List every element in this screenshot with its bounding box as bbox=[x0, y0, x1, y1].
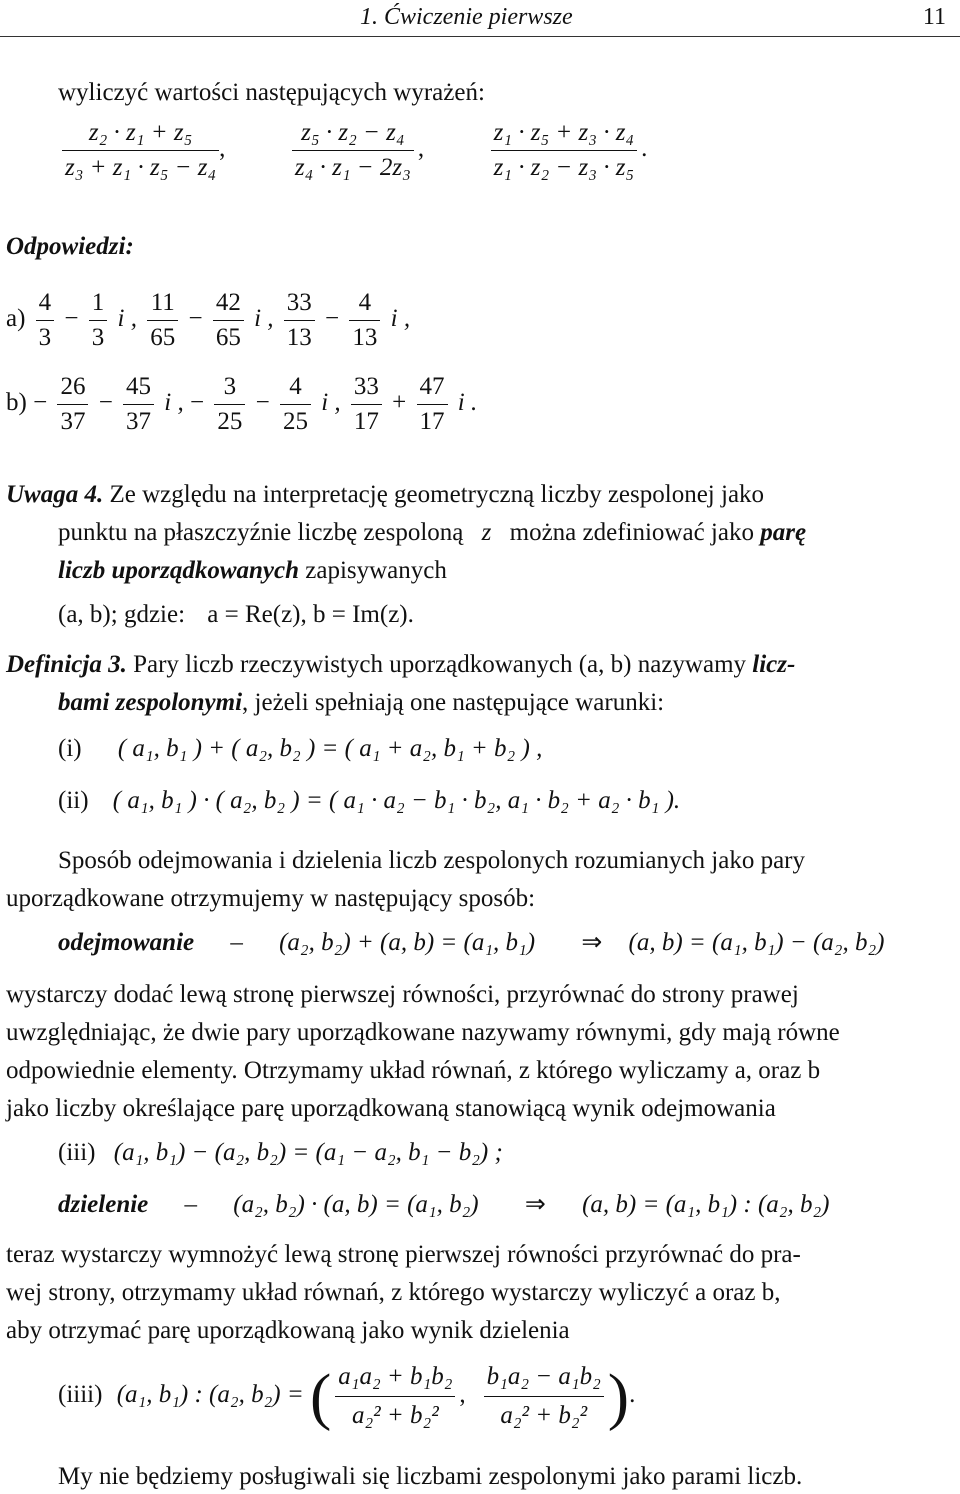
expr-3-den: z₁ · z₂ − z₃ · z₅ bbox=[491, 150, 638, 183]
expr-3-num: z₁ · z₅ + z₃ · z₄ bbox=[493, 119, 635, 146]
iii-row bbox=[58, 1138, 503, 1168]
ans-b1-op: − bbox=[98, 389, 113, 417]
ans-a3-n1: 33 bbox=[286, 289, 312, 316]
ans-a1-n2: 1 bbox=[91, 289, 105, 316]
expression-2 bbox=[292, 118, 414, 183]
uwaga-z: z bbox=[481, 519, 492, 546]
expression-1 bbox=[62, 118, 219, 183]
uwaga-line-2 bbox=[58, 518, 806, 548]
iiii-den2: a₂² + b₂² bbox=[484, 1396, 604, 1433]
ans-b1-frac2 bbox=[123, 372, 154, 437]
body-p1-line2: uporządkowane otrzymujemy w następujący sposób: bbox=[6, 885, 536, 912]
uwaga-formula: a = Re(z), b = Im(z). bbox=[207, 601, 414, 628]
ans-a2-d2: 65 bbox=[213, 320, 244, 353]
ans-b2-frac2 bbox=[280, 372, 311, 437]
ans-a2-op: − bbox=[188, 305, 203, 333]
body-p2-line2: uwzględniając, że dwie pary uporządkowane nazywamy równymi, gdy mają równe bbox=[6, 1019, 840, 1046]
dzielenie-row bbox=[58, 1190, 829, 1220]
ans-a2-d1: 65 bbox=[147, 320, 178, 353]
chapter-title: 1. Ćwiczenie pierwsze bbox=[360, 4, 573, 30]
ans-a1-frac2 bbox=[89, 288, 108, 353]
ans-a1-op: − bbox=[64, 305, 79, 333]
ans-b3-d2: 17 bbox=[417, 404, 448, 437]
uwaga-text-3b: zapisywanych bbox=[305, 557, 447, 584]
ans-b3-d1: 17 bbox=[351, 404, 382, 437]
definicja-text-2b: , jeżeli spełniają one następujące warunki: bbox=[242, 689, 665, 716]
ans-a3-tail: i , bbox=[390, 305, 411, 333]
body-p3-line1: teraz wystarczy wymnożyć lewą stronę pierwszej równości przyrównać do pra- bbox=[6, 1241, 801, 1268]
expr-2-num: z₅ · z₂ − z₄ bbox=[301, 119, 405, 146]
definicja-text-2a: bami zespolonymi bbox=[58, 689, 243, 716]
iii-label: (iii) bbox=[58, 1139, 96, 1166]
ans-b2-n2: 4 bbox=[289, 373, 302, 400]
answers-b-label: b) bbox=[6, 389, 27, 417]
ans-b2-n1: 3 bbox=[223, 373, 237, 400]
body-p2-line1: wystarczy dodać lewą stronę pierwszej równości, przyrównać do strony prawej bbox=[6, 981, 799, 1008]
iiii-open-paren: ( bbox=[309, 1360, 332, 1432]
ans-b1-d1: 37 bbox=[57, 404, 88, 437]
page-number: 11 bbox=[922, 4, 946, 30]
expression-3 bbox=[491, 118, 638, 183]
ans-b2-tail: i , bbox=[321, 389, 341, 417]
iii-formula: (a₁, b₁) − (a₂, b₂) = (a₁ − a₂, b₁ − b₂) ; bbox=[113, 1139, 503, 1166]
answers-b-row bbox=[6, 372, 477, 437]
ans-a3-frac1 bbox=[284, 288, 315, 353]
ans-a1-frac1 bbox=[36, 288, 55, 353]
iiii-num2: b₁a₂ − a₁b₂ bbox=[486, 1363, 601, 1390]
ans-b3-frac2 bbox=[417, 372, 448, 437]
header-rule bbox=[0, 36, 960, 37]
expr-1-den: z₃ + z₁ · z₅ − z₄ bbox=[62, 150, 219, 183]
definicja-i bbox=[58, 734, 542, 764]
ans-b1-sign: − bbox=[33, 389, 48, 417]
body-p3-line3: aby otrzymać parę uporządkowaną jako wynik dzielenia bbox=[6, 1317, 570, 1344]
ans-b2-d1: 25 bbox=[214, 404, 245, 437]
uwaga-label: Uwaga 4. bbox=[6, 481, 104, 508]
expr-1-sep: , bbox=[219, 135, 226, 163]
iiii-frac-2 bbox=[484, 1360, 604, 1433]
ans-a3-d2: 13 bbox=[349, 320, 380, 353]
expr-3-sep: . bbox=[641, 135, 648, 163]
uwaga-text-2c: parę bbox=[760, 519, 807, 546]
ans-a2-tail: i , bbox=[254, 305, 274, 333]
odejmowanie-formula-1: (a₂, b₂) + (a, b) = (a₁, b₁) bbox=[279, 929, 536, 956]
definicja-ii bbox=[58, 786, 680, 816]
odejmowanie-label: odejmowanie bbox=[58, 929, 195, 956]
ans-b2-frac1 bbox=[214, 372, 245, 437]
page-header bbox=[0, 0, 960, 40]
uwaga-line-4 bbox=[58, 600, 414, 630]
ans-a1-d1: 3 bbox=[36, 320, 55, 353]
body-p3-line2: wej strony, otrzymamy układ równań, z którego wystarczy wyliczyć a oraz b, bbox=[6, 1279, 781, 1306]
ans-a2-n2: 42 bbox=[215, 289, 241, 316]
body-p1-line1: Sposób odejmowania i dzielenia liczb zespolonych rozumianych jako pary bbox=[58, 847, 805, 874]
definicja-i-label: (i) bbox=[58, 735, 82, 762]
answers-a-label: a) bbox=[6, 305, 26, 333]
ans-a3-d1: 13 bbox=[284, 320, 315, 353]
ans-b1-n2: 45 bbox=[126, 373, 152, 400]
body-p2-line3: odpowiednie elementy. Otrzymamy układ równań, z którego wyliczamy a, oraz b bbox=[6, 1057, 821, 1084]
ans-b1-frac1 bbox=[57, 372, 88, 437]
uwaga-text-3a: liczb uporządkowanych bbox=[58, 557, 300, 584]
odejmowanie-dash: – bbox=[230, 929, 243, 956]
definicja-ii-formula: ( a₁, b₁ ) · ( a₂, b₂ ) = ( a₁ · a₂ − b₁ · b₂, a₁ · b₂ + a₂ · b₁ ). bbox=[112, 787, 681, 814]
iiii-row: (iiii) (a₁, b₁) : (a₂, b₂) = ( $\frac{\text{a₁a₂ + b₁b₂}}{\text{a₂² + b₂²}}$ , $\frac{\text{b₁a₂ − a₁b₂}}{\text{a₂² + b₂²}}$ ). bbox=[58, 1360, 636, 1432]
ans-a2-n1: 11 bbox=[150, 289, 175, 316]
definicja-line-1 bbox=[6, 650, 795, 680]
iiii-frac-1 bbox=[335, 1360, 455, 1433]
ans-b1-d2: 37 bbox=[123, 404, 154, 437]
expressions-row bbox=[58, 118, 647, 183]
ans-a3-n2: 4 bbox=[358, 289, 372, 316]
expr-2-sep: , bbox=[417, 135, 425, 163]
ans-b3-frac1 bbox=[351, 372, 382, 437]
iiii-close-paren: ) bbox=[607, 1360, 630, 1432]
ans-a2-frac2 bbox=[213, 288, 244, 353]
expr-2-den: z₄ · z₁ − 2z₃ bbox=[292, 150, 414, 183]
iiii-den1: a₂² + b₂² bbox=[335, 1396, 455, 1433]
odejmowanie-formula-2: (a, b) = (a₁, b₁) − (a₂, b₂) bbox=[628, 929, 885, 956]
final-line: My nie będziemy posługiwali się liczbami zespolonymi jako parami liczb. bbox=[58, 1463, 803, 1490]
dzielenie-formula-1: (a₂, b₂) · (a, b) = (a₁, b₂) bbox=[233, 1191, 479, 1218]
ans-b3-op: + bbox=[392, 389, 407, 417]
ans-b1-n1: 26 bbox=[60, 373, 86, 400]
definicja-label: Definicja 3. bbox=[6, 651, 127, 678]
ans-a1-tail: i , bbox=[117, 305, 137, 333]
answers-heading: Odpowiedzi: bbox=[6, 233, 134, 260]
definicja-text-1b: licz- bbox=[752, 651, 796, 678]
ans-b3-n2: 47 bbox=[419, 373, 445, 400]
ans-b2-op: − bbox=[255, 389, 270, 417]
uwaga-text-4a: (a, b); gdzie: bbox=[58, 601, 186, 628]
ans-a1-d2: 3 bbox=[89, 320, 108, 353]
definicja-ii-label: (ii) bbox=[58, 787, 89, 814]
iiii-lhs: (a₁, b₁) : (a₂, b₂) = bbox=[116, 1381, 304, 1409]
dzielenie-label: dzielenie bbox=[58, 1191, 149, 1218]
dzielenie-dash: – bbox=[184, 1191, 198, 1218]
answers-a-row bbox=[6, 288, 410, 353]
implies-arrow-icon-2: ⇒ bbox=[524, 1191, 546, 1218]
body-p2-line4: jako liczby określające parę uporządkowaną stanowiącą wynik odejmowania bbox=[6, 1095, 776, 1122]
ans-b3-tail: i . bbox=[457, 389, 478, 417]
intro-line: wyliczyć wartości następujących wyrażeń: bbox=[58, 79, 485, 106]
expr-1-num: z₂ · z₁ + z₅ bbox=[88, 119, 193, 146]
uwaga-line-1 bbox=[6, 480, 764, 510]
ans-a2-frac1 bbox=[147, 288, 178, 353]
implies-arrow-icon: ⇒ bbox=[581, 929, 603, 956]
ans-a1-n1: 4 bbox=[38, 289, 52, 316]
ans-b3-n1: 33 bbox=[353, 373, 379, 400]
iiii-label: (iiii) bbox=[58, 1381, 103, 1409]
uwaga-line-3 bbox=[58, 556, 447, 586]
ans-b2-d2: 25 bbox=[280, 404, 311, 437]
definicja-text-1a: Pary liczb rzeczywistych uporządkowanych (a, b) nazywamy bbox=[133, 651, 747, 678]
odejmowanie-row bbox=[58, 928, 885, 958]
ans-b1-tail: i , bbox=[164, 389, 184, 417]
uwaga-text-2b: można zdefiniować jako bbox=[509, 519, 754, 546]
iiii-num1: a₁a₂ + b₁b₂ bbox=[338, 1363, 453, 1390]
ans-a3-frac2 bbox=[349, 288, 380, 353]
ans-a3-op: − bbox=[325, 305, 340, 333]
uwaga-text-1: Ze względu na interpretację geometryczną liczby zespolonej jako bbox=[109, 481, 765, 508]
ans-b2-sign: − bbox=[190, 389, 205, 417]
definicja-line-2 bbox=[58, 688, 664, 718]
definicja-i-formula: ( a₁, b₁ ) + ( a₂, b₂ ) = ( a₁ + a₂, b₁ + b₂ ) , bbox=[117, 735, 543, 762]
uwaga-text-2a: punktu na płaszczyźnie liczbę zespoloną bbox=[58, 519, 464, 546]
dzielenie-formula-2: (a, b) = (a₁, b₁) : (a₂, b₂) bbox=[582, 1191, 830, 1218]
